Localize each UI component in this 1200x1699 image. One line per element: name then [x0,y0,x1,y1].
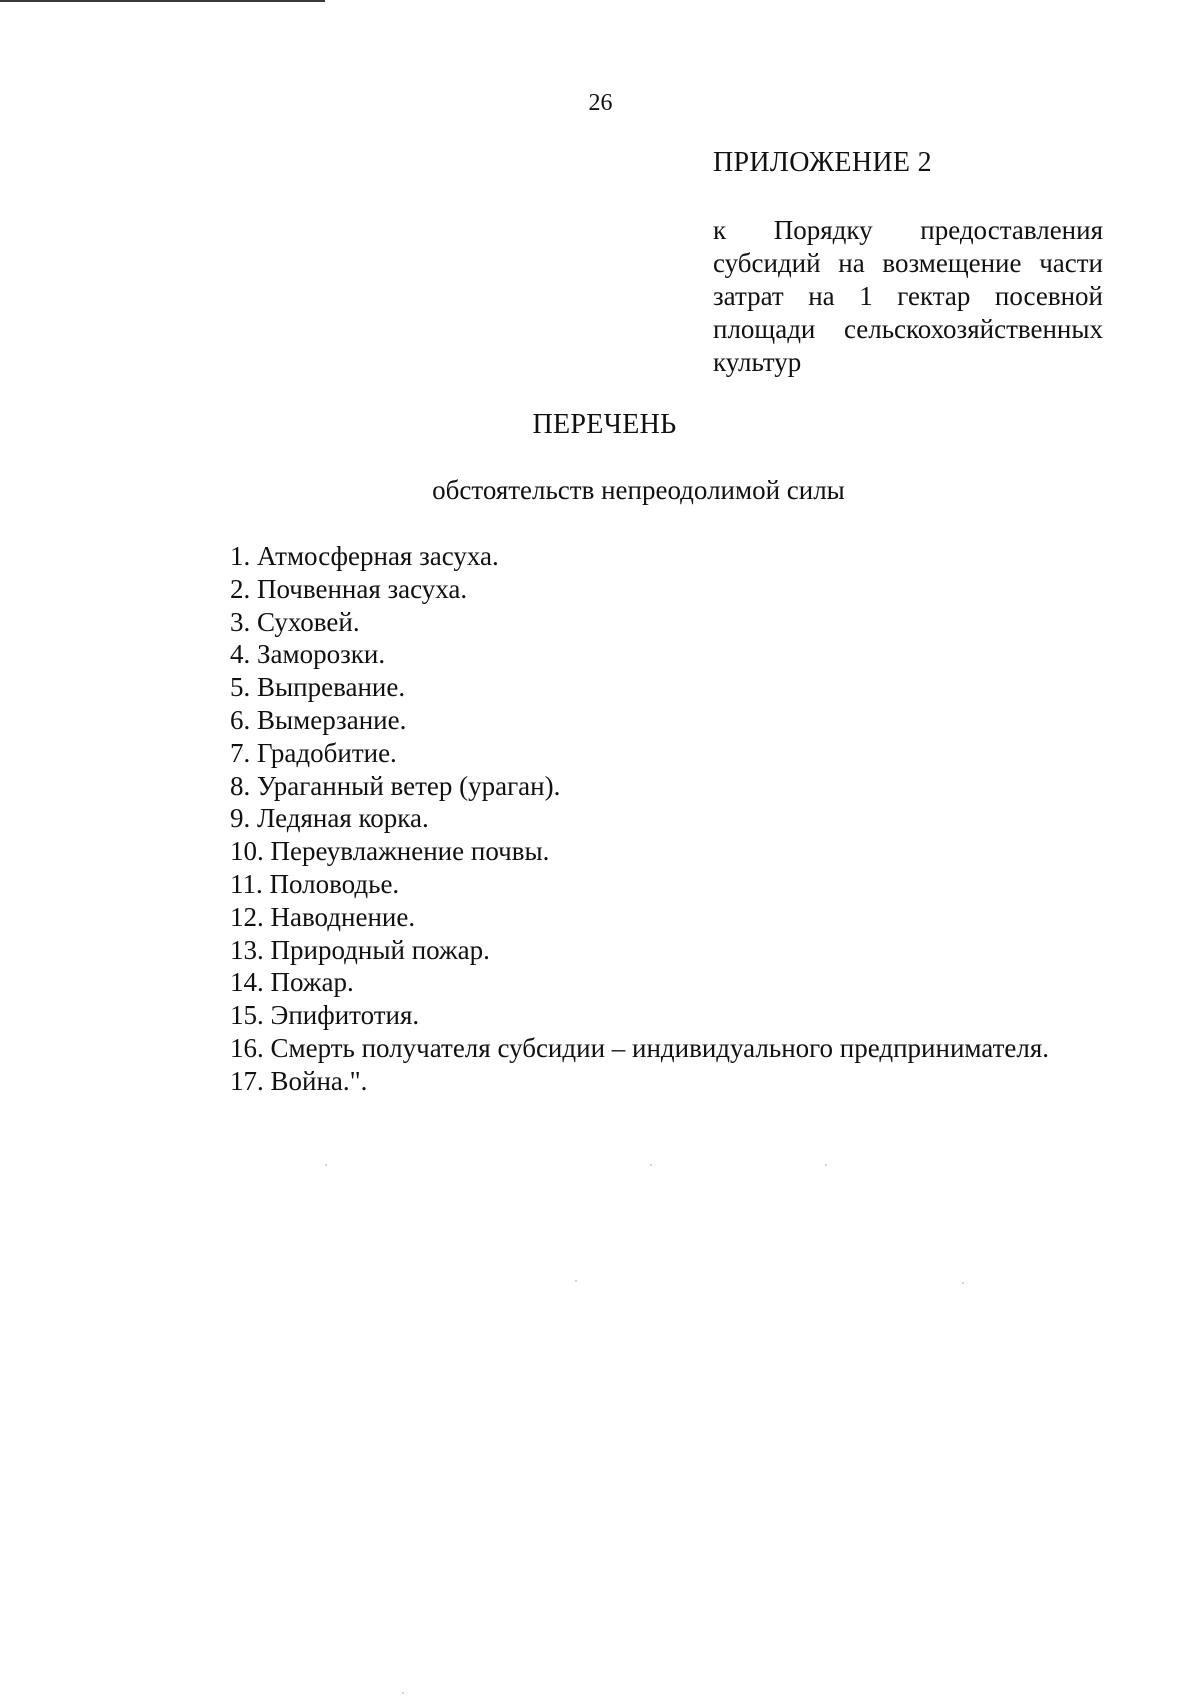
list-item: 9. Ледяная корка. [230,803,429,834]
list-item: 6. Вымерзание. [230,704,407,735]
scan-speck [825,1164,827,1166]
scan-speck [575,1280,577,1282]
list-item: 12. Наводнение. [230,901,416,932]
scan-speck [325,1164,327,1166]
circumstances-list [230,540,1130,1098]
scan-top-rule [0,0,325,2]
list-item: 7. Градобитие. [230,737,397,768]
appendix-reference: к Порядку предоставления субсидий на возмещение части затрат на 1 гектар посевной площади сельскохозяйственных культур [713,215,1103,377]
list-item: 16. Смерть получателя субсидии – индивидуального предпринимателя. [230,1032,1050,1063]
list-item: 3. Суховей. [230,606,360,637]
list-item: 17. Война.". [230,1065,368,1096]
list-item: 11. Половодье. [230,868,400,899]
document-title: ПЕРЕЧЕНЬ [532,409,677,440]
appendix-title: ПРИЛОЖЕНИЕ 2 [713,147,932,178]
scan-speck [402,1692,404,1694]
list-item: 10. Переувлажнение почвы. [230,836,550,867]
list-item: 4. Заморозки. [230,639,386,670]
list-item: 14. Пожар. [230,967,354,998]
scan-speck [962,1282,964,1284]
page-number: 26 [588,90,613,116]
list-item: 8. Ураганный ветер (ураган). [230,770,561,801]
list-item: 1. Атмосферная засуха. [230,541,499,571]
list-item: 13. Природный пожар. [230,934,490,965]
list-item: 5. Выпревание. [230,672,406,703]
document-subtitle: обстоятельств непреодолимой силы [432,475,845,505]
scan-speck [650,1164,652,1166]
list-item: 15. Эпифитотия. [230,1000,420,1031]
list-item: 2. Почвенная засуха. [230,573,468,604]
